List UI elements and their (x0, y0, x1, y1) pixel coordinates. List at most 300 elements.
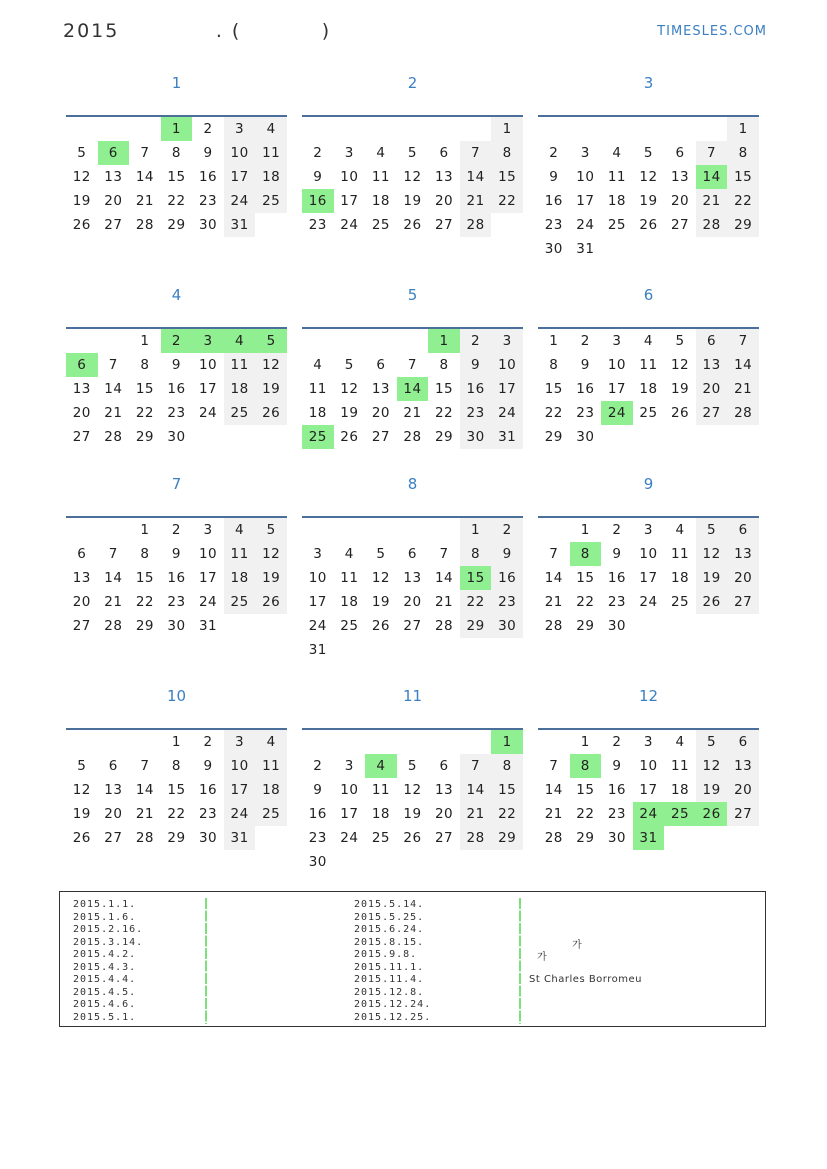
day-cell: 15 (544, 381, 563, 397)
day-cell: 28 (135, 830, 154, 846)
day-cell: 11 (255, 141, 287, 165)
day-cell: 16 (544, 193, 563, 209)
day-cell: 31 (491, 425, 523, 449)
day-cell: 21 (403, 405, 422, 421)
holiday-day-cell: 15 (460, 566, 492, 590)
day-cell: 16 (576, 381, 595, 397)
empty-day-cell (224, 614, 256, 638)
day-cell: 12 (255, 542, 287, 566)
day-cell: 19 (255, 377, 287, 401)
day-cell: 15 (167, 782, 186, 798)
day-cell: 13 (72, 381, 91, 397)
day-cell: 19 (639, 193, 658, 209)
day-cell: 10 (491, 353, 523, 377)
day-cell: 11 (607, 169, 626, 185)
empty-day-cell (570, 117, 602, 141)
day-cell: 28 (696, 213, 728, 237)
day-cell: 7 (460, 754, 492, 778)
empty-day-cell (696, 826, 728, 850)
holiday-day-cell: 8 (570, 542, 602, 566)
day-cell: 15 (167, 169, 186, 185)
month-title: 8 (407, 475, 418, 493)
day-cell: 31 (224, 826, 256, 850)
day-cell: 24 (198, 405, 218, 421)
empty-day-cell (365, 117, 397, 141)
empty-day-cell (727, 425, 759, 449)
holiday-date: 2015.9.8. (354, 949, 418, 960)
day-cell: 17 (639, 782, 658, 798)
empty-day-cell (491, 850, 523, 874)
day-cell: 4 (224, 518, 256, 542)
day-cell: 15 (576, 570, 595, 586)
day-cell: 26 (696, 590, 728, 614)
empty-day-cell (664, 425, 696, 449)
empty-day-cell (397, 850, 429, 874)
day-cell: 12 (255, 353, 287, 377)
empty-day-cell (460, 638, 492, 662)
holiday-day-cell: 25 (664, 802, 696, 826)
day-cell: 16 (460, 377, 492, 401)
day-cell: 6 (439, 758, 449, 774)
holiday-day-cell: 24 (633, 802, 665, 826)
day-cell: 13 (727, 754, 759, 778)
empty-day-cell (255, 826, 287, 850)
day-cell: 4 (376, 145, 386, 161)
day-cell: 3 (643, 522, 654, 538)
day-cell: 2 (612, 522, 622, 538)
day-cell: 5 (696, 730, 728, 754)
day-cell: 15 (576, 782, 595, 798)
day-grid (538, 117, 759, 261)
day-cell: 12 (696, 754, 728, 778)
day-grid (66, 117, 287, 237)
day-cell: 3 (224, 730, 256, 754)
day-cell: 14 (460, 165, 492, 189)
day-cell: 17 (340, 806, 359, 822)
day-cell: 27 (434, 830, 454, 846)
day-cell: 24 (639, 594, 658, 610)
day-cell: 11 (371, 782, 390, 798)
holiday-day-cell: 31 (633, 826, 665, 850)
day-cell: 27 (371, 429, 390, 445)
day-cell: 29 (727, 213, 759, 237)
day-cell: 19 (670, 381, 690, 397)
day-cell: 30 (167, 618, 186, 634)
day-cell: 4 (255, 730, 287, 754)
day-cell: 20 (104, 193, 123, 209)
day-cell: 22 (434, 405, 454, 421)
empty-day-cell (428, 117, 460, 141)
day-cell: 9 (580, 357, 590, 373)
holiday-day-cell: 1 (491, 730, 523, 754)
day-cell: 12 (371, 570, 390, 586)
holiday-date: 2015.1.1. (73, 899, 137, 910)
day-cell: 5 (407, 145, 418, 161)
empty-day-cell (491, 213, 523, 237)
month-title: 11 (402, 687, 423, 705)
day-cell: 9 (460, 353, 492, 377)
day-cell: 21 (727, 377, 759, 401)
month-title: 5 (407, 286, 418, 304)
holiday-date: 2015.4.2. (73, 949, 137, 960)
empty-day-cell (696, 117, 728, 141)
day-cell: 1 (580, 522, 590, 538)
day-cell: 17 (491, 377, 523, 401)
day-grid (302, 730, 523, 874)
day-grid (538, 518, 759, 638)
day-cell: 27 (434, 217, 454, 233)
empty-day-cell (727, 614, 759, 638)
day-cell: 9 (612, 758, 622, 774)
holiday-day-cell: 26 (696, 802, 728, 826)
day-cell: 28 (544, 830, 563, 846)
day-cell: 10 (224, 141, 256, 165)
day-cell: 25 (224, 401, 256, 425)
day-cell: 21 (135, 806, 154, 822)
day-cell: 27 (104, 830, 123, 846)
day-cell: 18 (255, 778, 287, 802)
day-cell: 23 (198, 193, 218, 209)
day-cell: 16 (198, 782, 218, 798)
day-cell: 11 (255, 754, 287, 778)
day-cell: 3 (203, 522, 213, 538)
day-cell: 17 (198, 381, 218, 397)
day-cell: 27 (72, 618, 91, 634)
day-grid (538, 329, 759, 449)
day-cell: 29 (491, 826, 523, 850)
empty-day-cell (601, 237, 633, 261)
day-cell: 1 (460, 518, 492, 542)
day-cell: 14 (727, 353, 759, 377)
day-cell: 7 (460, 141, 492, 165)
day-cell: 17 (607, 381, 626, 397)
holiday-day-cell: 14 (696, 165, 728, 189)
day-cell: 26 (403, 217, 422, 233)
day-cell: 13 (696, 353, 728, 377)
holiday-note: 가 (537, 952, 548, 963)
day-cell: 17 (576, 193, 595, 209)
empty-day-cell (98, 730, 130, 754)
day-cell: 20 (371, 405, 390, 421)
day-grid (302, 329, 523, 449)
day-cell: 18 (670, 782, 690, 798)
day-cell: 24 (308, 618, 327, 634)
day-cell: 5 (376, 546, 386, 562)
holiday-day-cell: 1 (428, 329, 460, 353)
month-title: 6 (643, 286, 654, 304)
day-cell: 20 (670, 193, 690, 209)
day-cell: 25 (340, 618, 359, 634)
day-cell: 8 (140, 546, 150, 562)
day-cell: 25 (607, 217, 626, 233)
day-cell: 28 (104, 429, 123, 445)
day-cell: 18 (255, 165, 287, 189)
day-cell: 2 (203, 121, 213, 137)
day-cell: 20 (696, 377, 728, 401)
holiday-day-cell: 24 (601, 401, 633, 425)
empty-day-cell (365, 850, 397, 874)
day-cell: 7 (108, 357, 118, 373)
day-cell: 4 (255, 117, 287, 141)
day-cell: 31 (576, 241, 595, 257)
month-title: 9 (643, 475, 654, 493)
day-cell: 9 (612, 546, 622, 562)
day-cell: 1 (491, 117, 523, 141)
day-cell: 12 (72, 169, 91, 185)
day-cell: 22 (491, 802, 523, 826)
day-cell: 28 (544, 618, 563, 634)
holiday-date: 2015.4.5. (73, 986, 137, 998)
day-cell: 2 (313, 758, 323, 774)
empty-day-cell (365, 730, 397, 754)
day-cell: 15 (135, 381, 154, 397)
empty-day-cell (255, 614, 287, 638)
day-cell: 19 (371, 594, 390, 610)
holiday-day-cell: 16 (302, 189, 334, 213)
day-cell: 6 (675, 145, 685, 161)
holiday-date: 2015.4.3. (73, 961, 137, 973)
day-cell: 10 (224, 754, 256, 778)
holiday-note: 가 (572, 940, 583, 951)
day-cell: 6 (407, 546, 418, 562)
day-cell: 16 (491, 566, 523, 590)
day-cell: 21 (135, 193, 154, 209)
holiday-note-saint: St Charles Borromeu (529, 974, 642, 985)
empty-day-cell (129, 117, 161, 141)
day-cell: 26 (639, 217, 658, 233)
day-cell: 7 (727, 329, 759, 353)
day-cell: 26 (371, 618, 390, 634)
day-cell: 31 (308, 642, 327, 658)
day-cell: 11 (639, 357, 658, 373)
holiday-day-cell: 4 (365, 754, 397, 778)
day-cell: 13 (727, 542, 759, 566)
day-cell: 30 (198, 830, 218, 846)
day-cell: 14 (104, 570, 123, 586)
day-cell: 27 (403, 618, 422, 634)
day-cell: 10 (198, 357, 218, 373)
day-cell: 11 (224, 542, 256, 566)
day-cell: 18 (670, 570, 690, 586)
day-cell: 12 (670, 357, 690, 373)
empty-day-cell (365, 518, 397, 542)
day-cell: 13 (434, 169, 454, 185)
empty-day-cell (460, 730, 492, 754)
empty-day-cell (633, 117, 665, 141)
month-title: 12 (638, 687, 659, 705)
day-cell: 29 (167, 830, 186, 846)
holiday-date: 2015.5.1. (73, 1011, 137, 1023)
day-cell: 11 (371, 169, 390, 185)
day-cell: 7 (549, 758, 559, 774)
day-cell: 5 (77, 758, 87, 774)
holiday-date: 2015.11.1. (354, 961, 425, 973)
day-cell: 2 (313, 145, 323, 161)
day-cell: 5 (643, 145, 654, 161)
day-cell: 8 (491, 141, 523, 165)
day-cell: 23 (607, 594, 626, 610)
empty-day-cell (538, 117, 570, 141)
day-cell: 15 (491, 165, 523, 189)
holiday-day-cell: 3 (192, 329, 224, 353)
day-cell: 15 (727, 165, 759, 189)
day-cell: 25 (670, 594, 690, 610)
day-cell: 29 (544, 429, 563, 445)
empty-day-cell (224, 425, 256, 449)
day-cell: 17 (340, 193, 359, 209)
day-cell: 9 (549, 169, 559, 185)
holiday-date: 2015.12.8. (354, 986, 425, 998)
day-cell: 26 (670, 405, 690, 421)
day-cell: 21 (104, 405, 123, 421)
day-cell: 10 (607, 357, 626, 373)
day-cell: 21 (434, 594, 454, 610)
day-cell: 1 (171, 734, 182, 750)
day-cell: 19 (340, 405, 359, 421)
day-cell: 3 (491, 329, 523, 353)
empty-day-cell (334, 730, 366, 754)
day-cell: 25 (371, 217, 390, 233)
empty-day-cell (664, 614, 696, 638)
day-cell: 23 (607, 806, 626, 822)
empty-day-cell (334, 518, 366, 542)
day-cell: 6 (376, 357, 386, 373)
day-cell: 9 (171, 357, 182, 373)
day-cell: 13 (72, 570, 91, 586)
day-cell: 15 (434, 381, 454, 397)
day-cell: 16 (167, 381, 186, 397)
day-cell: 27 (727, 802, 759, 826)
empty-day-cell (255, 213, 287, 237)
holiday-column-2 (354, 899, 431, 1024)
holiday-date: 2015.6.24. (354, 924, 425, 935)
day-cell: 24 (340, 830, 359, 846)
day-cell: 18 (639, 381, 658, 397)
day-cell: 22 (576, 806, 595, 822)
day-cell: 22 (544, 405, 563, 421)
day-cell: 19 (255, 566, 287, 590)
empty-day-cell (428, 730, 460, 754)
day-cell: 30 (607, 618, 626, 634)
day-cell: 1 (580, 734, 590, 750)
day-cell: 27 (72, 429, 91, 445)
day-cell: 6 (727, 730, 759, 754)
holiday-day-cell: 2 (161, 329, 193, 353)
holiday-column-1 (73, 899, 143, 1024)
day-cell: 17 (224, 165, 256, 189)
day-cell: 2 (203, 734, 213, 750)
empty-day-cell (538, 730, 570, 754)
day-grid (302, 117, 523, 237)
day-cell: 22 (491, 189, 523, 213)
day-cell: 2 (491, 518, 523, 542)
holiday-day-cell: 25 (302, 425, 334, 449)
day-cell: 18 (308, 405, 327, 421)
day-cell: 22 (167, 806, 186, 822)
day-cell: 11 (224, 353, 256, 377)
empty-day-cell (428, 518, 460, 542)
day-cell: 8 (727, 141, 759, 165)
day-cell: 23 (308, 217, 327, 233)
day-cell: 12 (340, 381, 359, 397)
holiday-day-cell: 5 (255, 329, 287, 353)
empty-day-cell (460, 850, 492, 874)
day-cell: 28 (104, 618, 123, 634)
day-cell: 4 (612, 145, 622, 161)
holiday-date: 2015.12.24. (354, 999, 432, 1010)
day-cell: 28 (434, 618, 454, 634)
empty-day-cell (727, 237, 759, 261)
holiday-date: 2015.12.25. (354, 1011, 432, 1023)
empty-day-cell (334, 117, 366, 141)
day-cell: 6 (727, 518, 759, 542)
day-cell: 3 (612, 333, 622, 349)
day-cell: 21 (460, 189, 492, 213)
day-cell: 14 (460, 778, 492, 802)
day-cell: 21 (544, 806, 563, 822)
day-cell: 2 (580, 333, 590, 349)
day-cell: 29 (135, 618, 154, 634)
day-cell: 3 (344, 145, 354, 161)
day-cell: 9 (203, 145, 213, 161)
day-cell: 28 (403, 429, 422, 445)
day-cell: 10 (308, 570, 327, 586)
day-cell: 1 (140, 522, 150, 538)
holiday-day-cell: 6 (66, 353, 98, 377)
day-cell: 12 (72, 782, 91, 798)
day-cell: 18 (224, 566, 256, 590)
day-cell: 11 (670, 546, 690, 562)
day-cell: 1 (140, 333, 150, 349)
empty-day-cell (696, 614, 728, 638)
day-cell: 24 (224, 189, 256, 213)
empty-day-cell (664, 826, 696, 850)
day-cell: 21 (104, 594, 123, 610)
day-cell: 5 (407, 758, 418, 774)
day-cell: 14 (135, 782, 154, 798)
holiday-marker-bar (519, 898, 521, 1024)
day-cell: 8 (171, 758, 182, 774)
day-cell: 3 (224, 117, 256, 141)
day-cell: 30 (607, 830, 626, 846)
day-cell: 24 (576, 217, 595, 233)
day-cell: 19 (696, 778, 728, 802)
holiday-date: 2015.1.6. (73, 911, 137, 923)
day-cell: 13 (670, 169, 690, 185)
day-cell: 12 (403, 782, 422, 798)
empty-day-cell (255, 425, 287, 449)
day-cell: 10 (639, 546, 658, 562)
empty-day-cell (334, 329, 366, 353)
day-cell: 30 (544, 241, 563, 257)
day-cell: 26 (255, 401, 287, 425)
day-cell: 2 (612, 734, 622, 750)
holiday-marker-bar (205, 898, 207, 1024)
holiday-day-cell: 4 (224, 329, 256, 353)
holiday-date: 2015.4.6. (73, 999, 137, 1010)
day-cell: 20 (72, 405, 91, 421)
day-cell: 3 (580, 145, 590, 161)
day-cell: 4 (675, 522, 685, 538)
brand-logo[interactable]: TIMESLES.COM (657, 24, 767, 39)
day-cell: 5 (344, 357, 354, 373)
day-grid (538, 730, 759, 850)
day-cell: 19 (72, 193, 91, 209)
empty-day-cell (98, 518, 130, 542)
day-cell: 3 (344, 758, 354, 774)
day-cell: 18 (340, 594, 359, 610)
day-cell: 16 (607, 570, 626, 586)
